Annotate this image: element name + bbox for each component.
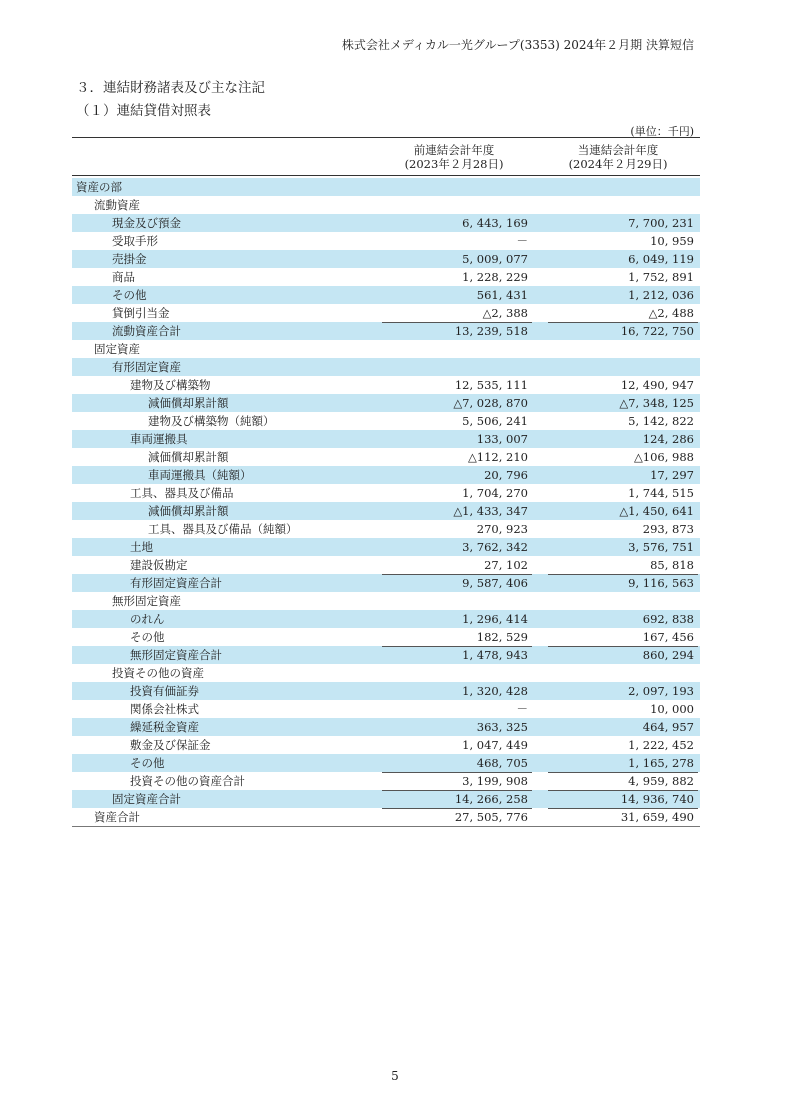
table-row xyxy=(72,718,700,736)
prev-period-value: △112, 210 xyxy=(467,450,528,464)
table-row xyxy=(72,196,700,214)
row-label: その他 xyxy=(130,756,165,770)
row-label: 無形固定資産合計 xyxy=(130,648,222,662)
curr-period-value: 16, 722, 750 xyxy=(544,322,694,340)
header-bottom-rule xyxy=(72,175,700,176)
table-row xyxy=(72,610,700,628)
table-row xyxy=(72,358,700,376)
row-label: 投資有価証券 xyxy=(130,684,199,698)
table-row xyxy=(72,268,700,286)
row-label: 車両運搬具（純額） xyxy=(148,468,252,482)
row-label: 繰延税金資産 xyxy=(130,720,199,734)
table-row xyxy=(72,754,700,772)
row-label: 建物及び構築物 xyxy=(130,378,211,392)
curr-period-value: △1, 450, 641 xyxy=(619,504,694,518)
curr-period-value: 2, 097, 193 xyxy=(628,684,694,698)
prev-period-value: 270, 923 xyxy=(476,522,528,536)
table-row xyxy=(72,520,700,538)
prev-period-value: － xyxy=(516,234,528,248)
row-label: 現金及び預金 xyxy=(112,216,181,230)
prev-period-value: 9, 587, 406 xyxy=(378,574,528,592)
table-row xyxy=(72,466,700,484)
table-row xyxy=(72,376,700,394)
row-label: 投資その他の資産合計 xyxy=(130,774,245,788)
row-label: 無形固定資産 xyxy=(112,594,181,608)
row-label: その他 xyxy=(112,288,147,302)
table-row xyxy=(72,430,700,448)
subsection-title: （１）連結貸借対照表 xyxy=(76,103,211,119)
table-top-rule xyxy=(72,137,700,138)
row-label: 減価償却累計額 xyxy=(148,450,229,464)
row-label: 資産の部 xyxy=(76,180,122,194)
table-row xyxy=(72,772,700,790)
row-label: 受取手形 xyxy=(112,234,158,248)
prev-period-value: 1, 704, 270 xyxy=(462,486,528,500)
prev-period-value: 561, 431 xyxy=(476,288,528,302)
curr-period-value: 1, 744, 515 xyxy=(628,486,694,500)
curr-period-value: 10, 959 xyxy=(650,234,694,248)
prev-period-value: 5, 009, 077 xyxy=(462,252,528,266)
balance-sheet-table xyxy=(72,178,700,827)
table-row xyxy=(72,394,700,412)
prev-period-value: 12, 535, 111 xyxy=(454,378,528,392)
curr-period-value: 7, 700, 231 xyxy=(628,216,694,230)
curr-period-value: 293, 873 xyxy=(642,522,694,536)
curr-period-value: 9, 116, 563 xyxy=(544,574,694,592)
table-row xyxy=(72,790,700,808)
table-row xyxy=(72,646,700,664)
curr-period-date: (2024年２月29日) xyxy=(568,157,668,171)
table-row xyxy=(72,664,700,682)
prev-period-value: 1, 320, 428 xyxy=(462,684,528,698)
table-row xyxy=(72,556,700,574)
page-number: 5 xyxy=(391,1069,399,1083)
row-label: 工具、器具及び備品（純額） xyxy=(148,522,298,536)
prev-period-value: 3, 762, 342 xyxy=(462,540,528,554)
curr-period-value: 1, 222, 452 xyxy=(628,738,694,752)
prev-period-value: 1, 296, 414 xyxy=(462,612,528,626)
table-row xyxy=(72,682,700,700)
curr-period-value: 31, 659, 490 xyxy=(544,808,694,826)
prev-period-value: － xyxy=(516,702,528,716)
row-label: 減価償却累計額 xyxy=(148,504,229,518)
prev-period-value: 1, 228, 229 xyxy=(462,270,528,284)
table-row xyxy=(72,484,700,502)
row-label: 工具、器具及び備品 xyxy=(130,486,234,500)
prev-period-value: 14, 266, 258 xyxy=(378,790,528,808)
row-label: 商品 xyxy=(112,270,135,284)
unit-note: (単位：千円) xyxy=(630,125,694,138)
curr-period-value: 85, 818 xyxy=(650,558,694,572)
curr-period-value: 167, 456 xyxy=(642,630,694,644)
row-label: 投資その他の資産 xyxy=(112,666,204,680)
document-header: 株式会社メディカル一光グループ(3353) 2024年２月期 決算短信 xyxy=(341,38,694,52)
curr-period-title: 当連結会計年度 xyxy=(577,143,659,157)
prev-period-value: 363, 325 xyxy=(476,720,528,734)
curr-period-value: 3, 576, 751 xyxy=(628,540,694,554)
curr-period-value: 6, 049, 119 xyxy=(628,252,694,266)
table-row xyxy=(72,538,700,556)
section-title: ３．連結財務諸表及び主な注記 xyxy=(76,80,265,96)
row-label: 固定資産 xyxy=(94,342,140,356)
prev-period-title: 前連結会計年度 xyxy=(413,143,495,157)
row-label: 減価償却累計額 xyxy=(148,396,229,410)
row-label: 固定資産合計 xyxy=(112,792,181,806)
prev-period-value: △1, 433, 347 xyxy=(453,504,528,518)
curr-period-value: 10, 000 xyxy=(650,702,694,716)
prev-period-value: 133, 007 xyxy=(476,432,528,446)
table-row xyxy=(72,448,700,466)
table-row xyxy=(72,592,700,610)
row-label: 敷金及び保証金 xyxy=(130,738,211,752)
curr-period-value: 1, 165, 278 xyxy=(628,756,694,770)
table-row xyxy=(72,700,700,718)
table-row xyxy=(72,214,700,232)
row-label: その他 xyxy=(130,630,165,644)
row-label: 建設仮勘定 xyxy=(130,558,188,572)
prev-period-value: 182, 529 xyxy=(476,630,528,644)
curr-period-value: 692, 838 xyxy=(642,612,694,626)
row-label: 建物及び構築物（純額） xyxy=(148,414,275,428)
curr-period-value: 4, 959, 882 xyxy=(544,772,694,790)
table-row xyxy=(72,736,700,754)
table-row xyxy=(72,178,700,196)
table-row xyxy=(72,250,700,268)
table-row xyxy=(72,574,700,592)
curr-period-value: 464, 957 xyxy=(642,720,694,734)
row-label: 有形固定資産 xyxy=(112,360,181,374)
prev-period-value: 27, 102 xyxy=(484,558,528,572)
prev-period-value: 468, 705 xyxy=(476,756,528,770)
curr-period-value: 14, 936, 740 xyxy=(544,790,694,808)
table-row xyxy=(72,628,700,646)
table-row xyxy=(72,286,700,304)
prev-period-value: △7, 028, 870 xyxy=(453,396,528,410)
table-row xyxy=(72,502,700,520)
table-row xyxy=(72,322,700,340)
row-label: 流動資産合計 xyxy=(112,324,181,338)
row-label: 土地 xyxy=(130,540,153,554)
prev-period-value: 5, 506, 241 xyxy=(462,414,528,428)
row-label: 貸倒引当金 xyxy=(112,306,170,320)
prev-period-value: 27, 505, 776 xyxy=(378,808,528,826)
row-label: 有形固定資産合計 xyxy=(130,576,222,590)
table-row xyxy=(72,232,700,250)
row-label: 関係会社株式 xyxy=(130,702,199,716)
table-row xyxy=(72,340,700,358)
table-row xyxy=(72,304,700,322)
curr-period-value: 17, 297 xyxy=(650,468,694,482)
curr-period-value: △106, 988 xyxy=(633,450,694,464)
prev-period-value: 3, 199, 908 xyxy=(378,772,528,790)
row-label: 売掛金 xyxy=(112,252,147,266)
table-row xyxy=(72,808,700,827)
prev-period-value: 1, 478, 943 xyxy=(378,646,528,664)
curr-period-value: △2, 488 xyxy=(648,306,694,320)
prev-period-date: (2023年２月28日) xyxy=(404,157,504,171)
row-label: のれん xyxy=(130,612,165,626)
row-label: 車両運搬具 xyxy=(130,432,188,446)
curr-period-value: 124, 286 xyxy=(642,432,694,446)
prev-period-value: △2, 388 xyxy=(482,306,528,320)
prev-period-value: 20, 796 xyxy=(484,468,528,482)
curr-period-value: 1, 212, 036 xyxy=(628,288,694,302)
curr-period-value: 860, 294 xyxy=(544,646,694,664)
prev-period-value: 6, 443, 169 xyxy=(462,216,528,230)
curr-period-value: 1, 752, 891 xyxy=(628,270,694,284)
curr-period-value: △7, 348, 125 xyxy=(619,396,694,410)
table-row xyxy=(72,412,700,430)
row-label: 流動資産 xyxy=(94,198,140,212)
curr-period-value: 12, 490, 947 xyxy=(620,378,694,392)
curr-period-header xyxy=(538,143,698,171)
prev-period-value: 1, 047, 449 xyxy=(462,738,528,752)
row-label: 資産合計 xyxy=(94,810,140,824)
prev-period-value: 13, 239, 518 xyxy=(378,322,528,340)
prev-period-header xyxy=(374,143,534,171)
curr-period-value: 5, 142, 822 xyxy=(628,414,694,428)
